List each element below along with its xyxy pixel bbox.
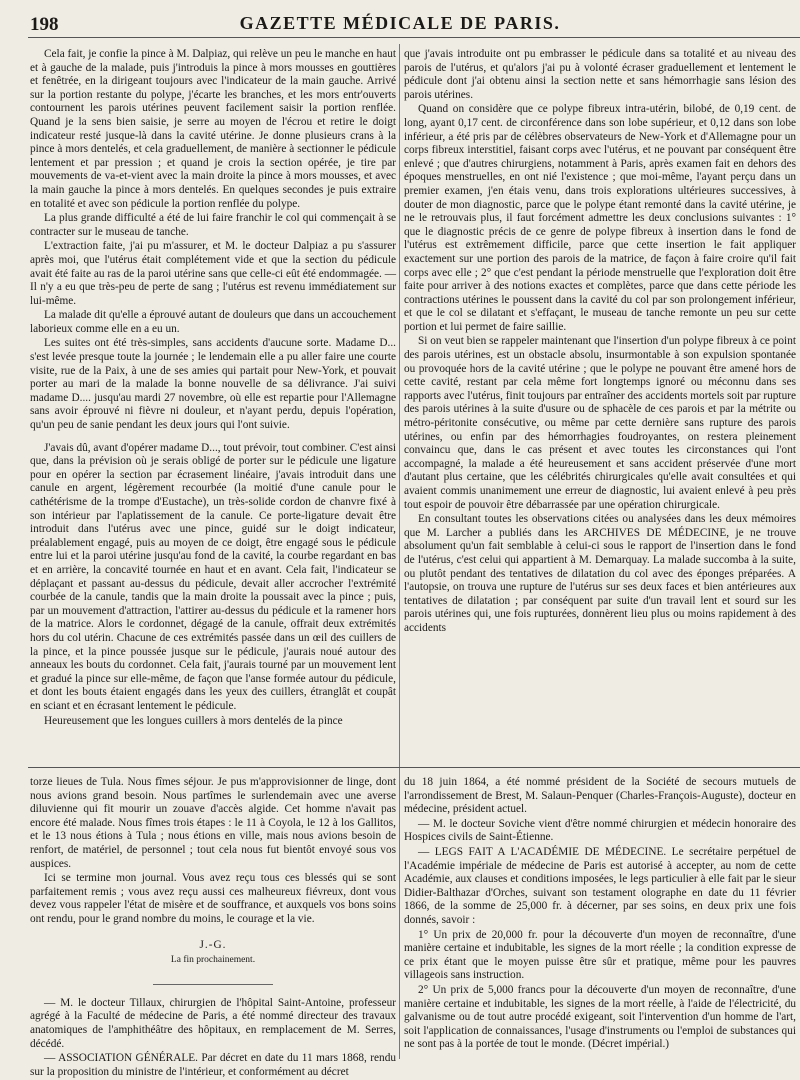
- news-item: 2° Un prix de 5,000 francs pour la découverte d'un moyen de reconnaître, d'une manière certaine et indubitable, les signes de la mort réelle, à l'aide de l'électricité, du galvanisme ou de tout autre procédé exigeant, soit l'intervention d'un homme de l'art, soit l'application de connaissances, l'usage d'instruments ou l'emploi de substances qui ne sont pas à la portée de tout le monde. (Décret impérial.): [404, 983, 796, 1051]
- signature-note: La fin prochainement.: [170, 955, 256, 966]
- page-number: 198: [30, 14, 59, 35]
- news-item: — M. le docteur Tillaux, chirurgien de l'hôpital Saint-Antoine, professeur agrégé à la Faculté de médecine de Paris, a été nommé directeur des travaux anatomiques de l'amphithéâtre des hôpitaux, en remplacement de M. Serres, décédé.: [30, 996, 396, 1050]
- paragraph: Cela fait, je confie la pince à M. Dalpiaz, qui relève un peu le manche en haut et à gauche de la malade, puis j'introduis la pince à mors mousses en gouttières et fenêtrée, en la dirigeant toujours avec l'indicateur de la main gauche. Arrivé sur la portion restante du polype, j'écarte les branches, et les mors entr'ouverts contournent les parois utérines peuvent facilement saisir la portion renflée. Quand je la sens bien saisie, je serre au moyen de l'écrou et retire le doigt indicateur resté jusque-là dans la cavité utérine. Je donne plusieurs crans à la pince à mors dentelés, et cela graduellement, de manière à sectionner le pédicule lentement et par pression ; et quand je crois la section opérée, je tire par mouvements de va-et-vient avec la main droite la pince à mors mousses, et avec la main gauche la pince à mors dentelés. En quelques secondes je puis extraire en totalité et avec son pédicule la portion renflée du polype.: [30, 48, 396, 210]
- paragraph: Les suites ont été très-simples, sans accidents d'aucune sorte. Madame D... s'est levée presque toute la journée ; le lendemain elle a pu aller faire une courte visite, rue de la Paix, à une de ses amies qui partait pour New-York, et pouvait porter au mari de la malade la bonne nouvelle de sa délivrance. J'ai suivi madame D.... jusqu'au mardi 27 novembre, où elle est repartie pour l'Allemagne sans avoir éprouvé ni fièvre ni douleur, et n'ayant perdu, depuis l'opération, qu'un peu de sanie pendant les deux jours qui l'ont suivie.: [30, 337, 396, 432]
- paragraph: Si on veut bien se rappeler maintenant que l'insertion d'un polype fibreux à ce point des parois utérines, est un obstacle absolu, insurmontable à son expulsion spontanée ou provoquée hors de la cavité utérine ; que le polype ne pouvant être amené hors de cette cavité, restant par cela même fort longtemps ignoré ou méconnu dans ses rapports avec l'utérus, finit toujours par entraîner des accidents mortels soit par rupture des parois utérines à la suite d'usure ou de sphacèle de ces parois et par la métrite ou métro-péritonite consécutive, ou même par cette dernière sans rupture des parois utérines, ou enfin par des hémorrhagies foudroyantes, on restera pleinement convaincu que, dans le cas présent et avec toutes les circonstances qui l'ont accompagné, la malade a été heureusement et sans accident préservée d'une mort d'autant plus certaine, que les célébrités chirurgicales qu'elle avait consultées et qui avaient commis unanimement une erreur de diagnostic, lui avaient enlevé à peu près tout espoir de pouvoir être débarrassée par une opération chirurgicale.: [404, 335, 796, 511]
- paragraph: J'avais dû, avant d'opérer madame D..., tout prévoir, tout combiner. C'est ainsi que, dans la prévision où je serais obligé de porter sur le pédicule une ligature pour en opérer la section par écrasement linéaire, j'avais introduit dans une canule en argent, légèrement recourbée (la moitié d'une canule pour le cathétérisme de la trompe d'Eustache), un très-solide cordon de chanvre fixé à son intérieur par l'aplatissement de la canule. Ce porte-ligature devait être introduit dans l'utérus avec une pince, guidé sur le doigt indicateur, préalablement engagé, puis au moyen de ce doigt, être engagé sous le pédicule entre lui et la paroi utérine jusqu'au fond de la cavité, la courbe regardant en bas et en arrière, la concavité tournée en haut et en avant. Cela fait, l'indicateur se déplaçant et passant au-dessus du pédicule, devait aller accrocher l'extrémité courbée de la canule, tandis que la main droite la poussait avec la pince ; puis, par un mouvement d'attraction, l'attirer au-dessus du pédicule et la ramener hors de la matrice. Alors le cordonnet, dégagé de la canule, offrait deux extrémités hors du col utérin. Chacune de ces extrémités passée dans un œil des cuillers de la pince, et la pince poussée jusque sur le pédicule, j'aurais noué autour des anneaux les bouts du cordonnet. Cela fait, j'aurais tourné par un mouvement lent et gradué la pince sur elle-même, de façon que l'anse formée autour du pédicule, et dont les bouts étaient engagés dans les yeux des cuillers, étranglât et coupât en sciant et en écrasant lentement le pédicule.: [30, 441, 397, 712]
- paragraph: Quand on considère que ce polype fibreux intra-utérin, bilobé, de 0,19 cent. de long, ayant 0,17 cent. de circonférence dans son lobe supérieur, et 0,12 dans son lobe inférieur, a été pris par de célèbres observateurs de New-York et d'Allemagne pour un corps fibreux interstitiel, faisant corps avec l'utérus, et ne pouvant par conséquent être enlevé ; que d'autres chirurgiens, notamment à Paris, après examen fait en dehors des époques menstruelles, en ont nié l'existence ; que moi-même, l'ayant perçu dans un premier examen, j'en étais venu, dans trois explorations ultérieures successives, à douter de mon diagnostic, parce que le polype étant remonté dans la cavité utérine, je ne le retrouvais plus, il faut forcément admettre les deux conclusions suivantes : 1° que le diagnostic précis de ce genre de polype fibreux à insertion dans le fond de l'utérus est extrêmement difficile, parce que cette insertion le fait appliquer exactement sur une portion des parois de la matrice, de façon à faire croire qu'il fait corps avec elle ; 2° que c'est pendant la période menstruelle que l'exploration doit être faite pour arriver à des notions exactes et complètes, parce que dans cette période les contractions utérines le poussent dans la cavité du col par son prolongement inférieur, et que le col se dilatant et s'effaçant, le museau de tanche remonte un peu sur cette portion et lui permet de faire saillie.: [404, 103, 796, 333]
- running-title: GAZETTE MÉDICALE DE PARIS.: [239, 13, 561, 33]
- paragraph: que j'avais introduite ont pu embrasser le pédicule dans sa totalité et au niveau des parois de l'utérus, et qu'alors j'ai pu à volonté écraser graduellement et lentement le pédicule dont j'ai obtenu ainsi la section nette et sans hémorrhagie sans lésion des parois utérines.: [404, 48, 796, 101]
- paragraph: La malade dit qu'elle a éprouvé autant de douleurs que dans un accouchement laborieux comme elle en a eu un.: [30, 309, 396, 335]
- feuilleton-column-left: [30, 776, 396, 1080]
- section-separator: [153, 984, 273, 985]
- paragraph: torze lieues de Tula. Nous fîmes séjour. Je pus m'approvisionner de linge, dont nous avions grand besoin. Nous partîmes le surlendemain avec une averse diluvienne qui fit mourir un zouave d'accès algide. Cet homme n'avait pas encore été malade. Nous fîmes trois étapes : le 11 à Coyola, le 12 à los Gallitos, et le 13 nous étions à Tula ; nous étions en ville, mais nous avions besoin de renfort, de matériel, de personnel ; tout cela nous fut bientôt envoyé sous vos auspices.: [30, 776, 396, 870]
- news-item: — M. le docteur Soviche vient d'être nommé chirurgien et médecin honoraire des Hospices civils de Saint-Étienne.: [404, 817, 796, 844]
- feuilleton-divider: [28, 767, 800, 768]
- news-item: — LEGS FAIT A L'ACADÉMIE DE MÉDECINE. Le secrétaire perpétuel de l'Académie impériale de médecine de Paris est autorisé à accepter, au nom de cette Académie, aux clauses et conditions imposées, le legs particulier à elle fait par le sieur Didier-Balthazar d'Orches, suivant son testament olographe en date du 11 février 1866, de la somme de 25,000 fr. à décerner, par ses soins, en deux prix une fois donnés, savoir :: [404, 845, 796, 926]
- feuilleton-column-right: [404, 776, 796, 1053]
- column-divider: [399, 44, 400, 1059]
- signature: J.-G.: [199, 938, 227, 951]
- paragraph: En consultant toutes les observations citées ou analysées dans les deux mémoires que M. Larcher a publiés dans les ARCHIVES DE MÉDECINE, je ne trouve absolument qu'un fait semblable à celui-ci sous le rapport de l'insertion dans le fond de l'utérus, c'est celui qui appartient à M. Demarquay. La malade succomba à la suite, ou plutôt pendant des tentatives de dilatation du col avec des éponges préparées. A l'autopsie, on trouva une rupture de l'utérus sur ses deux faces et bien antérieures aux tentatives de dilatation ; par conséquent par suite d'un travail lent et sourd sur les parois utérines qui, une fois rupturées, donnèrent lieu plus ou moins rapidement à des accidents: [404, 513, 796, 634]
- page-header: [0, 0, 800, 40]
- paragraph: Ici se termine mon journal. Vous avez reçu tous ces blessés qui se sont parfaitement remis ; vous avez reçu aussi ces malheureux fiévreux, dont vous devez vous rappeler l'état de misère et de souffrance, et auxquels vos bons soins ont rendu, pour le grand nombre du moins, le courage et la vie.: [30, 872, 396, 925]
- news-item: — ASSOCIATION GÉNÉRALE. Par décret en date du 11 mars 1868, rendu sur la proposition du ministre de l'intérieur, et conformément au décret: [30, 1052, 396, 1078]
- news-item: 1° Un prix de 20,000 fr. pour la découverte d'un moyen de reconnaître, d'une manière certaine et indubitable, les signes de la mort réelle ; la condition expresse de ce prix étant que le moyen puisse être sûr et pratique, même pour les pauvres villageois sans instruction.: [404, 928, 796, 982]
- news-item: du 18 juin 1864, a été nommé président de la Société de secours mutuels de l'arrondissement de Brest, M. Salaun-Penquer (Charles-François-Auguste), docteur en médecine, président actuel.: [404, 776, 796, 816]
- paragraph: La plus grande difficulté a été de lui faire franchir le col qui commençait à se contracter sur le museau de tanche.: [30, 212, 396, 238]
- header-rule: [28, 37, 800, 38]
- article-column-right: [404, 48, 796, 637]
- paragraph: Heureusement que les longues cuillers à mors dentelés de la pince: [44, 714, 343, 727]
- article-column-left: [30, 48, 396, 729]
- paragraph: L'extraction faite, j'ai pu m'assurer, et M. le docteur Dalpiaz a pu s'assurer après moi, que l'utérus était complétement vide et que la section du pédicule avait été faite au ras de la paroi utérine sans que celle-ci eût été endommagée. — Il n'y a eu que très-peu de perte de sang ; l'utérus est revenu immédiatement sur lui-même.: [30, 240, 396, 307]
